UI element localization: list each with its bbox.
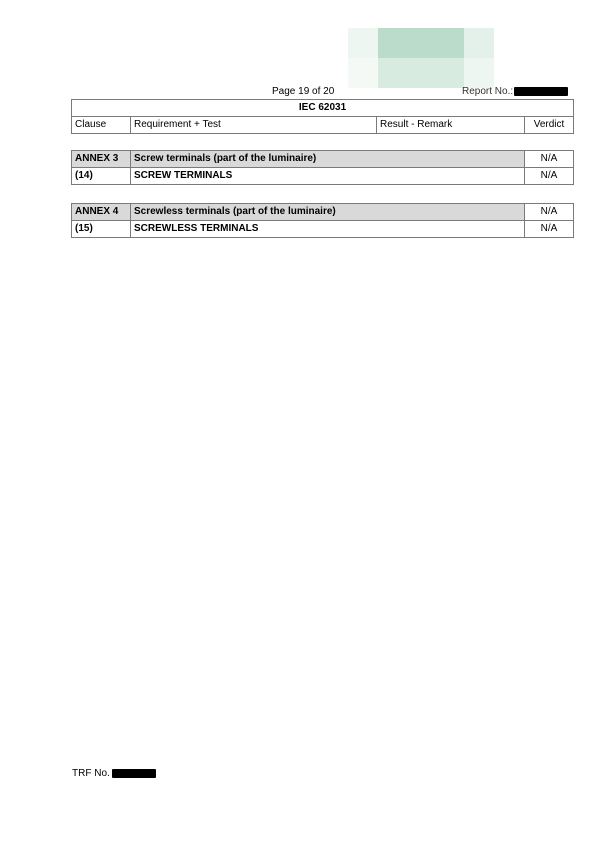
section-title-cell: SCREWLESS TERMINALS bbox=[131, 221, 525, 238]
annex-3-table bbox=[71, 150, 574, 185]
column-header-requirement: Requirement + Test bbox=[131, 117, 377, 134]
clause-cell: ANNEX 3 bbox=[72, 151, 131, 168]
section-title-cell: SCREW TERMINALS bbox=[131, 168, 525, 185]
annex-4-table bbox=[71, 203, 574, 238]
redaction-bar bbox=[112, 769, 156, 778]
report-number-label: Report No.: bbox=[462, 86, 514, 97]
table-row bbox=[72, 168, 574, 185]
clause-cell: (15) bbox=[72, 221, 131, 238]
verdict-cell: N/A bbox=[525, 168, 574, 185]
company-logo bbox=[348, 28, 494, 88]
column-header-clause: Clause bbox=[72, 117, 131, 134]
column-header-result: Result - Remark bbox=[377, 117, 525, 134]
table-row bbox=[72, 204, 574, 221]
column-header-verdict: Verdict bbox=[525, 117, 574, 134]
table-row bbox=[72, 151, 574, 168]
redaction-bar bbox=[514, 87, 568, 96]
verdict-cell: N/A bbox=[525, 151, 574, 168]
standard-header-table bbox=[71, 99, 574, 134]
standard-title: IEC 62031 bbox=[72, 100, 574, 117]
clause-cell: ANNEX 4 bbox=[72, 204, 131, 221]
table-row bbox=[72, 221, 574, 238]
clause-cell: (14) bbox=[72, 168, 131, 185]
section-title-cell: Screw terminals (part of the luminaire) bbox=[131, 151, 525, 168]
page-header bbox=[0, 86, 600, 98]
verdict-cell: N/A bbox=[525, 221, 574, 238]
trf-number-label: TRF No. bbox=[72, 768, 110, 779]
page-number: Page 19 of 20 bbox=[272, 86, 335, 97]
section-title-cell: Screwless terminals (part of the luminaire) bbox=[131, 204, 525, 221]
verdict-cell: N/A bbox=[525, 204, 574, 221]
